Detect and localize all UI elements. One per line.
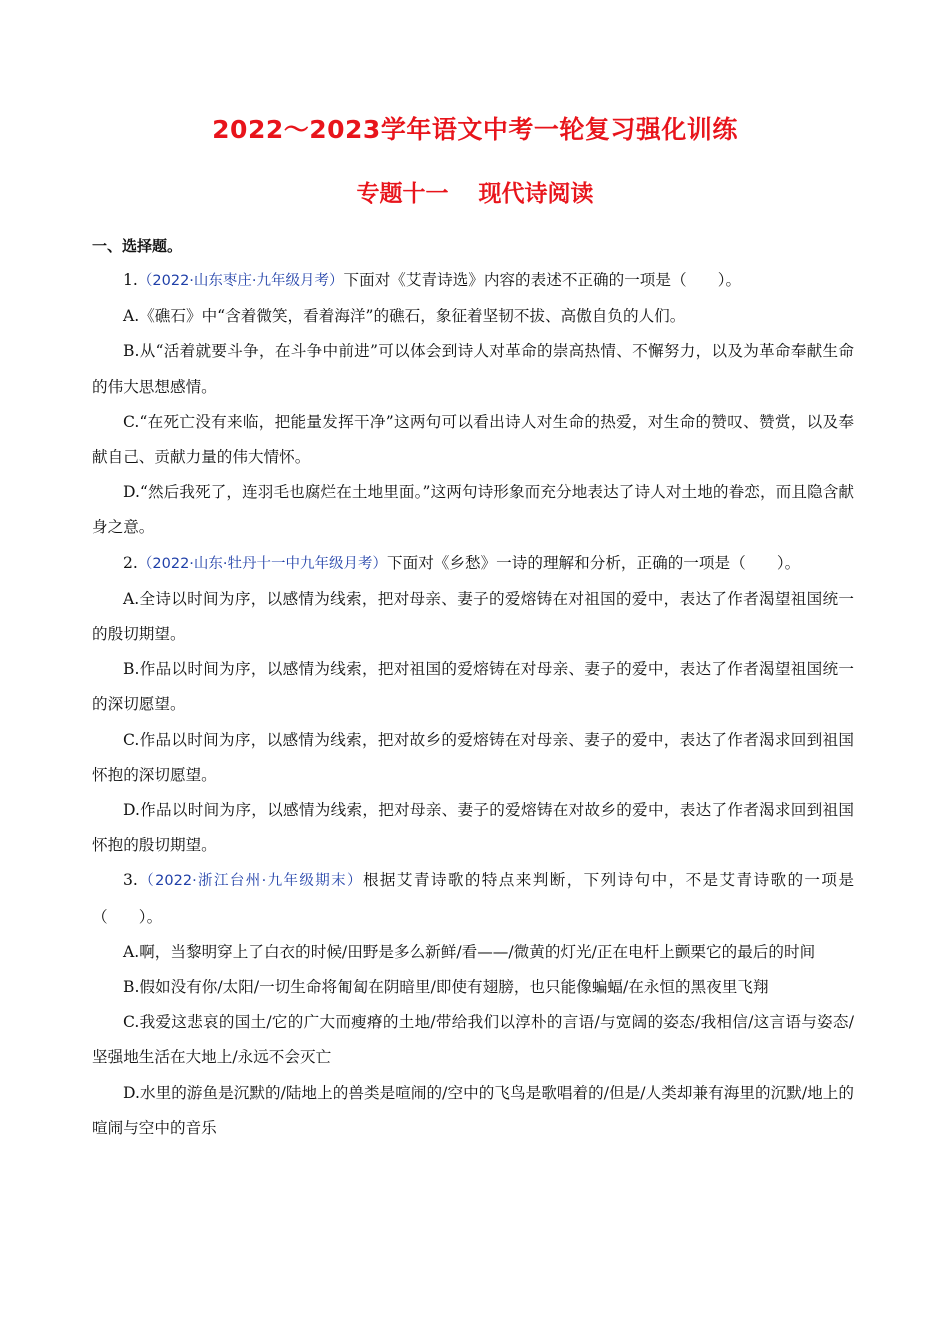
- option-b: B.从“活着就要斗争，在斗争中前进”可以体会到诗人对革命的崇高热情、不懈努力，以及为革命奉献生命的伟大思想感情。: [92, 342, 854, 396]
- question-stem: 2.（2022·山东·牡丹十一中九年级月考）下面对《乡愁》一诗的理解和分析，正确的一项是（ ）。: [123, 553, 801, 572]
- option-a: A.《礁石》中“含着微笑，看着海洋”的礁石，象征着坚韧不拔、高傲自负的人们。: [123, 307, 686, 326]
- subtitle-name: 现代诗阅读: [478, 181, 594, 207]
- option-c: C.“在死亡没有来临，把能量发挥干净”这两句可以看出诗人对生命的热爱，对生命的赞叹、赞赏，以及奉献自己、贡献力量的伟大情怀。: [92, 412, 854, 467]
- document-subtitle: [0, 175, 950, 208]
- subtitle-topic: 专题十一: [356, 181, 449, 207]
- question-3: [92, 863, 854, 1146]
- question-source: （2022·山东·牡丹十一中九年级月考）: [137, 555, 388, 572]
- option-c: C.作品以时间为序，以感情为线索，把对故乡的爱熔铸在对母亲、妻子的爱中，表达了作者渴求回到祖国怀抱的深切愿望。: [92, 730, 854, 784]
- question-stem: 3.（2022·浙江台州·九年级期末）根据艾青诗歌的特点来判断，下列诗句中，不是艾青诗歌的一项是（ ）。: [92, 871, 854, 926]
- question-stem: 1.（2022·山东枣庄·九年级月考）下面对《艾青诗选》内容的表述不正确的一项是（ ）。: [123, 271, 742, 289]
- option-c: C.我爱这悲哀的国土/它的广大而瘦瘠的土地/带给我们以淳朴的言语/与宽阔的姿态/我相信/这言语与姿态/坚强地生活在大地上/永远不会灭亡: [92, 1013, 854, 1067]
- option-b: B.作品以时间为序，以感情为线索，把对祖国的爱熔铸在对母亲、妻子的爱中，表达了作者渴望祖国统一的深切愿望。: [92, 660, 854, 714]
- question-source: （2022·山东枣庄·九年级月考）: [137, 273, 344, 289]
- question-2: [92, 546, 854, 864]
- option-d: D.“然后我死了，连羽毛也腐烂在土地里面。”这两句诗形象而充分地表达了诗人对土地的眷恋，而且隐含献身之意。: [92, 483, 854, 537]
- option-a: A.全诗以时间为序，以感情为线索，把对母亲、妻子的爱熔铸在对祖国的爱中，表达了作者渴望祖国统一的殷切期望。: [92, 589, 854, 644]
- option-b: B.假如没有你/太阳/一切生命将匍匐在阴暗里/即使有翅膀，也只能像蝙蝠/在永恒的黑夜里飞翔: [123, 978, 769, 997]
- question-list: [92, 263, 854, 1146]
- option-d: D.作品以时间为序，以感情为线索，把对母亲、妻子的爱熔铸在对故乡的爱中，表达了作者渴求回到祖国怀抱的殷切期望。: [92, 801, 854, 855]
- document-title: 2022～2023学年语文中考一轮复习强化训练: [212, 115, 738, 144]
- question-1: [92, 263, 854, 546]
- section-heading: 一、选择题。: [92, 237, 183, 255]
- option-d: D.水里的游鱼是沉默的/陆地上的兽类是喧闹的/空中的飞鸟是歌唱着的/但是/人类却兼有海里的沉默/地上的喧闹与空中的音乐: [92, 1083, 854, 1137]
- question-source: （2022·浙江台州·九年级期末）: [137, 873, 363, 890]
- option-a: A.啊，当黎明穿上了白衣的时候/田野是多么新鲜/看——/微黄的灯光/正在电杆上颤栗它的最后的时间: [123, 942, 816, 961]
